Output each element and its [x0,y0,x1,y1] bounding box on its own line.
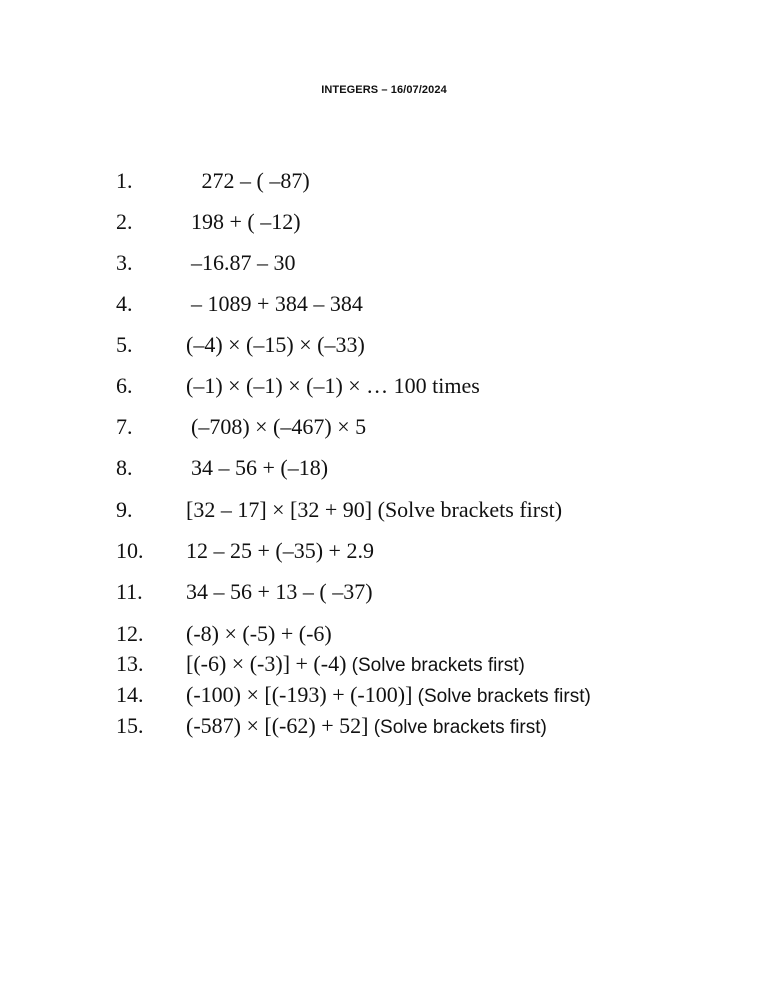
problem-number: 1. [116,168,133,193]
problem-number: 5. [116,332,133,357]
problem-10 [116,538,374,564]
problem-15 [116,713,547,741]
problem-expression: 34 – 56 + 13 – ( –37) [186,579,373,604]
problem-8 [116,455,328,481]
problem-6 [116,373,480,399]
problem-expression: 272 – ( –87) [196,168,310,193]
problem-number: 12. [116,621,144,646]
problem-number: 15. [116,713,144,738]
problem-number: 11. [116,579,143,604]
problem-expression: [(-6) × (-3)] + (-4) [186,651,347,676]
problem-5 [116,332,365,358]
problem-12 [116,621,332,647]
problem-number: 13. [116,651,144,676]
problem-number: 6. [116,373,133,398]
problem-number: 9. [116,497,133,522]
problem-expression: 198 + ( –12) [191,209,301,234]
problem-expression: (-8) × (-5) + (-6) [186,621,332,646]
problem-expression: (–708) × (–467) × 5 [191,414,367,439]
problem-expression: –16.87 – 30 [191,250,296,275]
problem-number: 10. [116,538,144,563]
problem-number: 14. [116,682,144,707]
problem-note: (Solve brackets first) [412,686,591,707]
problem-number: 3. [116,250,133,275]
problem-number: 8. [116,455,133,480]
problem-expression: (–1) × (–1) × (–1) × … 100 times [186,373,480,398]
problem-expression: 12 – 25 + (–35) + 2.9 [186,538,374,563]
problem-note: (Solve brackets first) [368,717,547,738]
problem-11 [116,579,373,605]
problem-3 [116,250,296,276]
problem-expression: (-100) × [(-193) + (-100)] [186,682,413,707]
problem-expression: – 1089 + 384 – 384 [191,291,363,316]
problem-expression: [32 – 17] × [32 + 90] (Solve brackets first) [186,497,563,522]
problem-13 [116,651,525,679]
problem-expression: 34 – 56 + (–18) [191,455,329,480]
problem-note: (Solve brackets first) [346,655,525,676]
problem-expression: (-587) × [(-62) + 52] [186,713,369,738]
problem-2 [116,209,301,235]
problem-14 [116,682,591,710]
page-title: INTEGERS – 16/07/2024 [321,84,447,96]
problem-number: 4. [116,291,133,316]
problem-number: 7. [116,414,133,439]
problem-9 [116,497,562,523]
problem-7 [116,414,366,440]
problem-4 [116,291,363,317]
problem-expression: (–4) × (–15) × (–33) [186,332,365,357]
problem-1 [116,168,310,194]
problem-number: 2. [116,209,133,234]
